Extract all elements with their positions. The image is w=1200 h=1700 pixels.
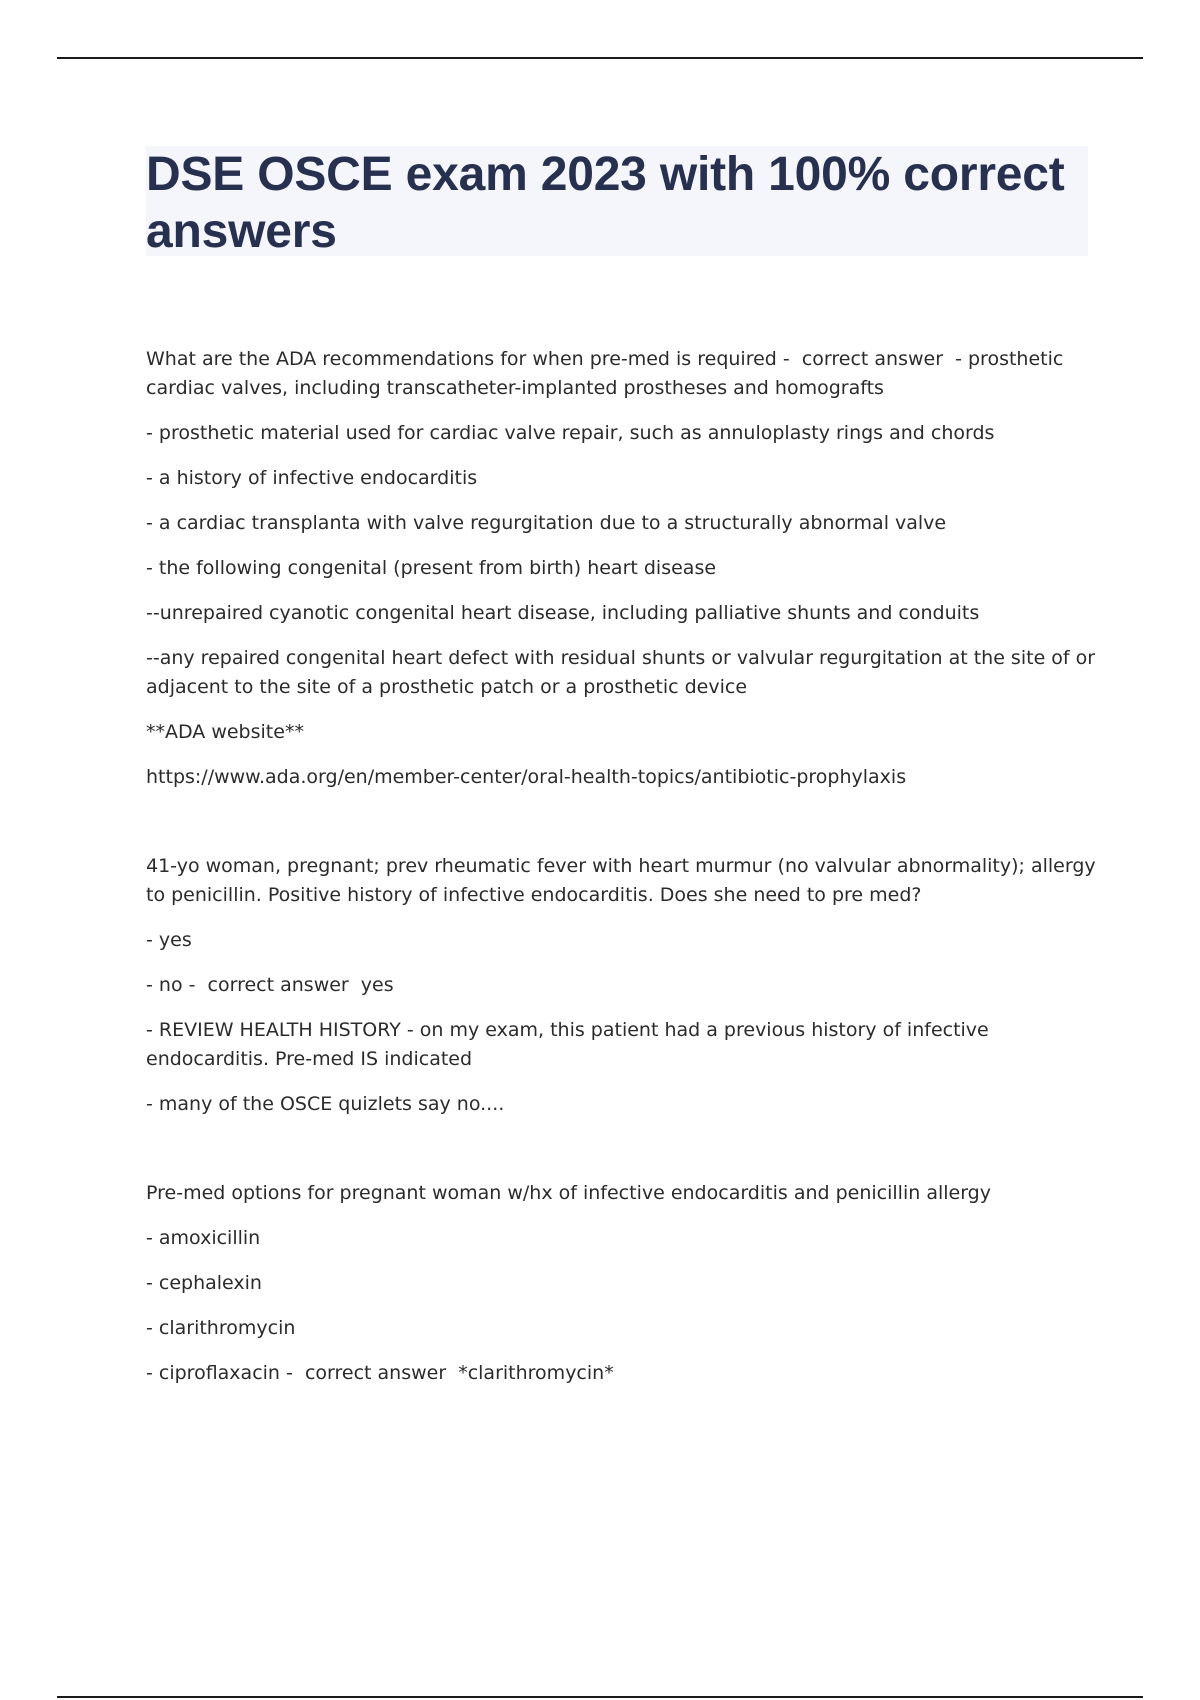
source-url[interactable]: https://www.ada.org/en/member-center/oral-health-topics/antibiotic-prophylaxis [146,766,907,788]
document-body [146,345,1102,1388]
source-label: **ADA website** [146,721,304,743]
option-line: - yes [146,929,192,951]
option-line: - cephalexin [146,1272,262,1294]
question-block-3 [146,1179,1096,1388]
option-line: - ciproflaxacin - correct answer *clarithromycin* [146,1362,614,1384]
question-text: 41-yo woman, pregnant; prev rheumatic fever with heart murmur (no valvular abnormality); allergy to penicillin. Positive history of infective endocarditis. Does she need to pre med? [146,855,1102,906]
option-line: - amoxicillin [146,1227,261,1249]
header-rule [57,57,1143,59]
option-line: - no - correct answer yes [146,974,394,996]
footer-rule [57,1696,1143,1698]
answer-line: - a history of infective endocarditis [146,467,478,489]
explanation-line: - REVIEW HEALTH HISTORY - on my exam, this patient had a previous history of infective endocarditis. Pre-med IS indicated [146,1019,995,1070]
question-text: Pre-med options for pregnant woman w/hx of infective endocarditis and penicillin allergy [146,1182,991,1204]
explanation-line: - many of the OSCE quizlets say no.... [146,1093,505,1115]
question-text: What are the ADA recommendations for when pre-med is required - correct answer - prosthetic cardiac valves, including transcatheter-implanted prostheses and homografts [146,348,1070,399]
answer-line: - the following congenital (present from birth) heart disease [146,557,717,579]
question-block-2 [146,852,1102,1119]
question-block-1 [146,345,1102,792]
answer-line: - prosthetic material used for cardiac valve repair, such as annuloplasty rings and chords [146,422,995,444]
option-line: - clarithromycin [146,1317,296,1339]
answer-line: --unrepaired cyanotic congenital heart disease, including palliative shunts and conduits [146,602,980,624]
title-banner [146,146,1088,256]
answer-line: - a cardiac transplanta with valve regurgitation due to a structurally abnormal valve [146,512,947,534]
answer-line: --any repaired congenital heart defect with residual shunts or valvular regurgitation at the site of or adjacent to the site of a prosthetic patch or a prosthetic device [146,647,1102,698]
document-title: DSE OSCE exam 2023 with 100% correct answers [146,148,1065,258]
